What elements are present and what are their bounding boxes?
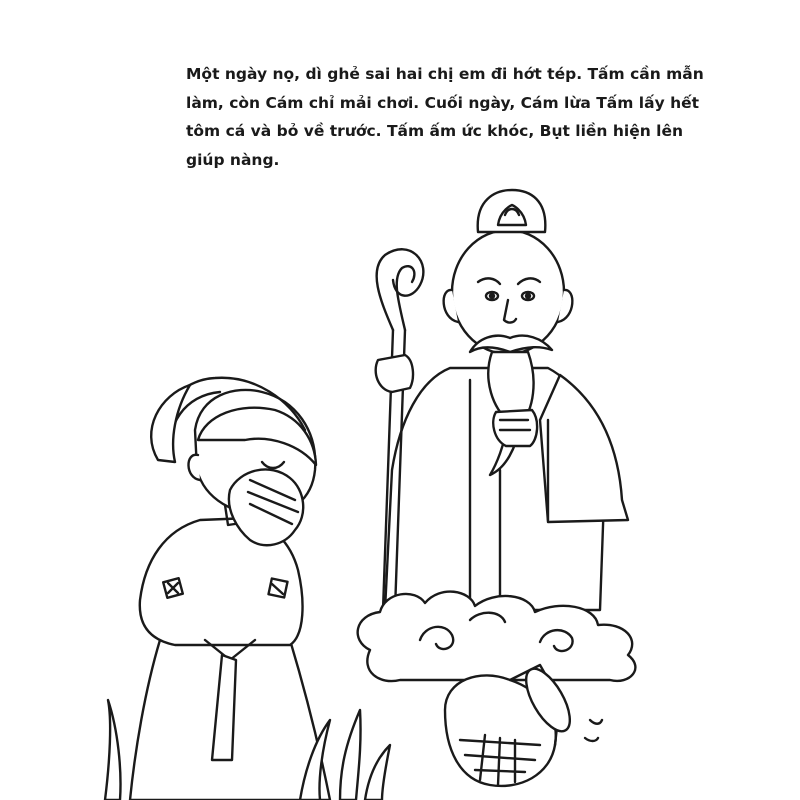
but-head (452, 230, 564, 354)
story-line-2: làm, còn Cám chỉ mải chơi. Cuối ngày, Cám lừa Tấm lấy hết (186, 93, 700, 112)
but-old-man (385, 190, 628, 610)
story-line-3: tôm cá và bỏ về trước. Tấm ấm ức khóc, Bụt liền hiện lên (186, 122, 684, 140)
story-line-4: giúp nàng. (186, 150, 280, 169)
but-hand (493, 410, 537, 446)
tam-crying (130, 378, 330, 800)
story-line-1: Một ngày nọ, dì ghẻ sai hai chị em đi hớt tép. Tấm cần mẫn (186, 65, 704, 83)
but-right-sleeve (540, 375, 628, 522)
